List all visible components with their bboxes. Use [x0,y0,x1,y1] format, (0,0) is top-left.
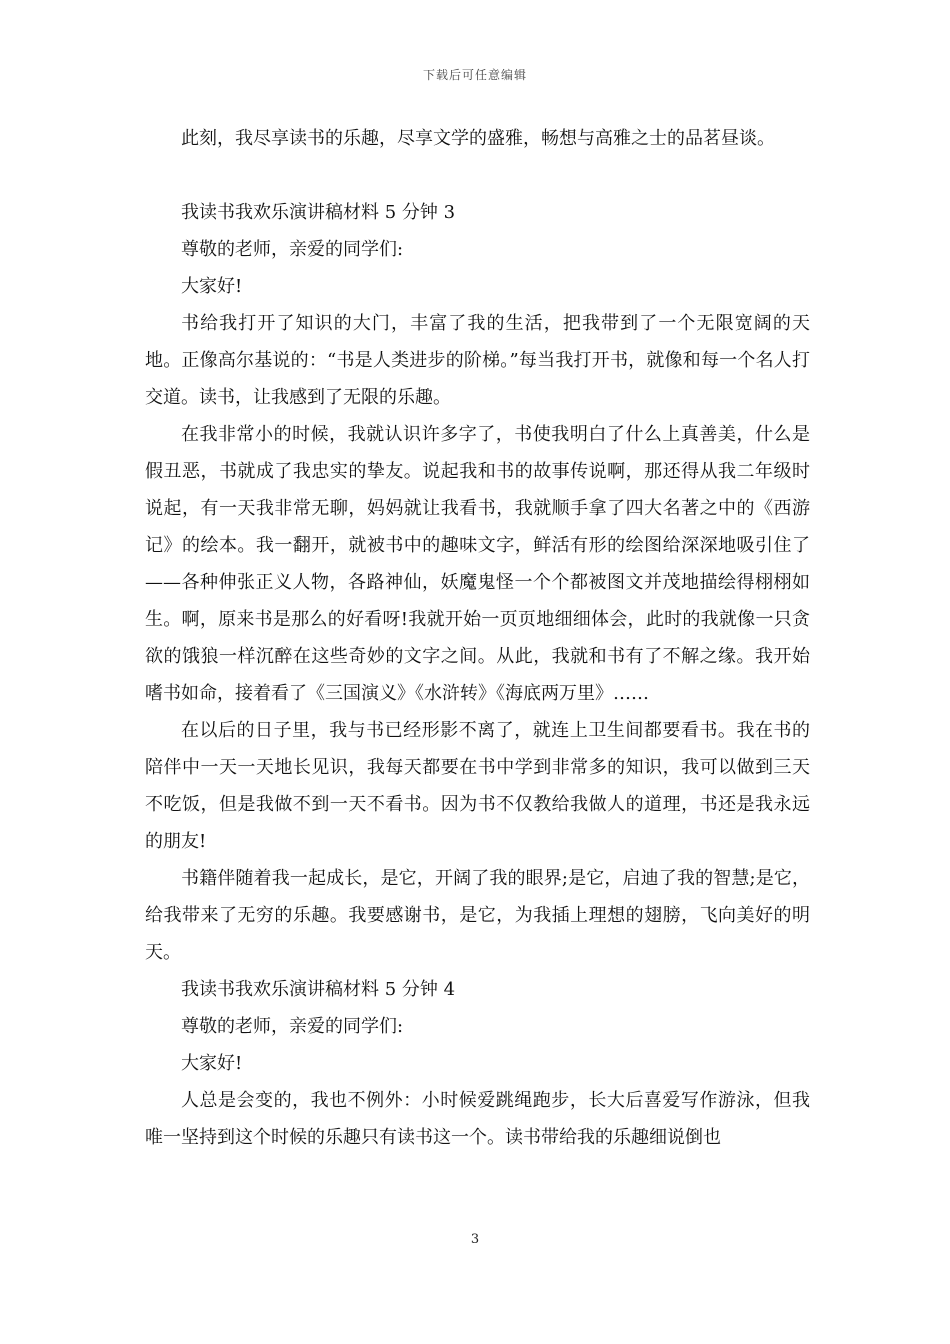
section-title-4: 我读书我欢乐演讲稿材料 5 分钟 4 [181,979,456,1000]
paragraph-body: 在我非常小的时候，我就认识许多字了，书使我明白了什么上真善美，什么是假丑恶，书就成了我忠实的挚友。说起我和书的故事传说啊，那还得从我二年级时说起，有一天我非常无聊，妈妈就让我看书，我就顺手拿了四大名著之中的《西游记》的绘本。我一翻开，就被书中的趣味文字，鲜活有形的绘图给深深地吸引住了——各种伸张正义人物，各路神仙，妖魔鬼怪一个个都被图文并茂地描绘得栩栩如生。啊，原来书是那么的好看呀!我就开始一页页地细细体会，此时的我就像一只贪欲的饿狼一样沉醉在这些奇妙的文字之间。从此，我就和书有了不解之缘。我开始嗜书如命，接着看了《三国演义》《水浒转》《海底两万里》…… [145,424,810,704]
document-body [145,120,810,1156]
paragraph-body: 在以后的日子里，我与书已经形影不离了，就连上卫生间都要看书。我在书的陪伴中一天一天地长见识，我每天都要在书中学到非常多的知识，我可以做到三天不吃饭，但是我做不到一天不看书。因为书不仅教给我做人的道理，书还是我永远的朋友! [145,720,810,852]
paragraph-body: 书籍伴随着我一起成长，是它，开阔了我的眼界;是它，启迪了我的智慧;是它，给我带来了无穷的乐趣。我要感谢书，是它，为我插上理想的翅膀，飞向美好的明天。 [145,868,810,963]
greeting: 大家好! [181,276,243,297]
salutation: 尊敬的老师，亲爱的同学们: [181,239,404,260]
paragraph-closing: 此刻，我尽享读书的乐趣，尽享文学的盛雅，畅想与高雅之士的品茗昼谈。 [181,128,775,149]
page-header: 下载后可任意编辑 [422,68,527,82]
salutation: 尊敬的老师，亲爱的同学们: [181,1016,404,1037]
section-title-3: 我读书我欢乐演讲稿材料 5 分钟 3 [181,202,456,223]
paragraph-body: 书给我打开了知识的大门，丰富了我的生活，把我带到了一个无限宽阔的天地。正像高尔基说的：“书是人类进步的阶梯。”每当我打开书，就像和每一个名人打交道。读书，让我感到了无限的乐趣。 [145,313,810,408]
page-number: 3 [470,1232,480,1247]
greeting: 大家好! [181,1053,243,1074]
paragraph-body: 人总是会变的，我也不例外：小时候爱跳绳跑步，长大后喜爱写作游泳，但我唯一坚持到这个时候的乐趣只有读书这一个。读书带给我的乐趣细说倒也 [145,1090,810,1148]
